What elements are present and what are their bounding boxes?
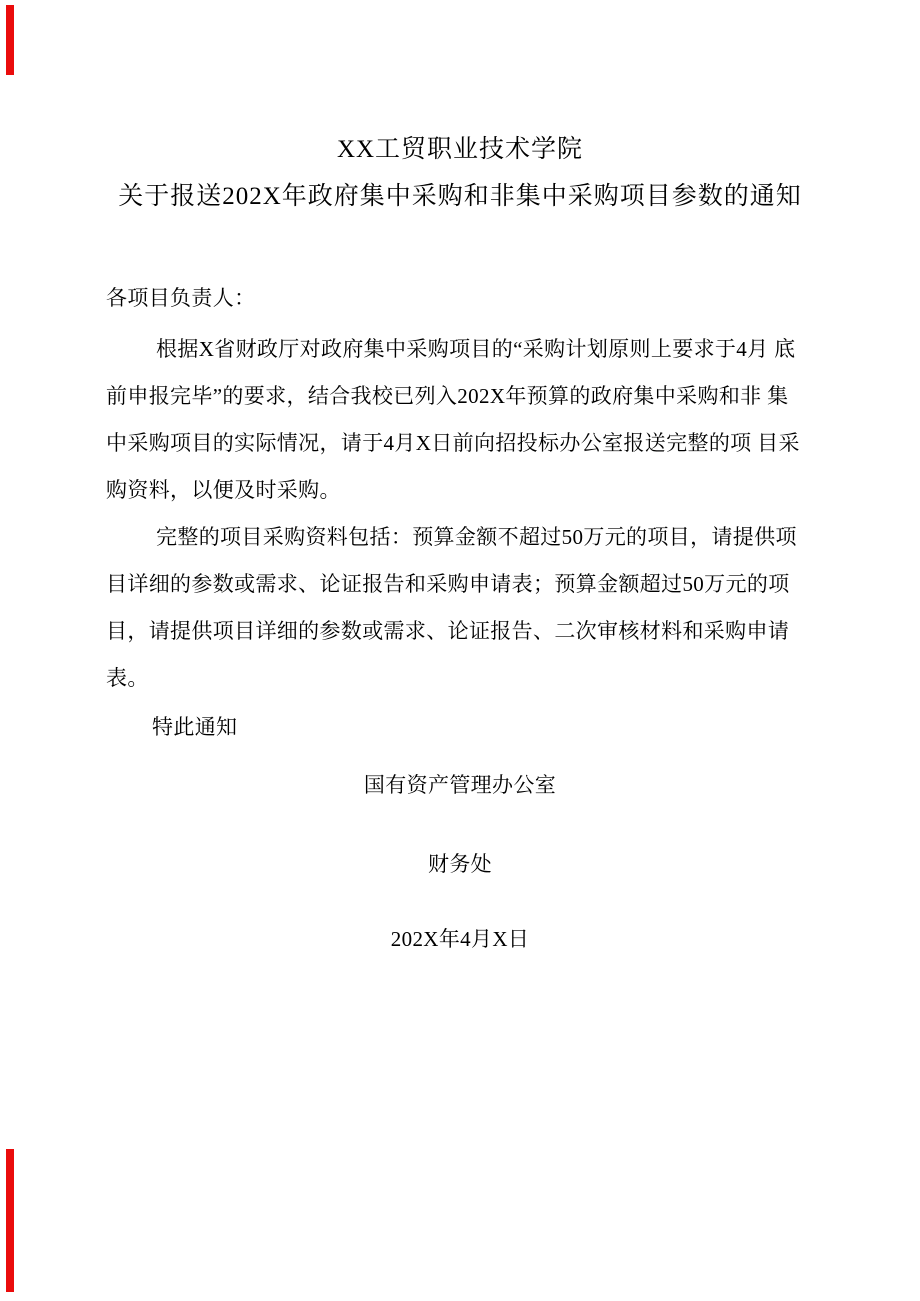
closing-line: 特此通知 [152,715,238,739]
paragraph2-line4: 表。 [106,666,149,690]
paragraph2-line3: 目，请提供项目详细的参数或需求、论证报告、二次审核材料和采购申请 [106,619,790,643]
paragraph1-line2: 前申报完毕”的要求，结合我校已列入202X年预算的政府集中采购和非 集 [106,384,789,408]
paragraph1-line4: 购资料，以便及时采购。 [106,478,341,502]
paragraph1-line3: 中采购项目的实际情况，请于4月X日前向招投标办公室报送完整的项 目采 [106,431,800,455]
salutation-line: 各项目负责人： [106,286,256,310]
signature-office-line2: 财务处 [427,852,493,876]
document-title-subject: 关于报送202X年政府集中采购和非集中采购项目参数的通知 [118,183,802,210]
paragraph2-line2: 目详细的参数或需求、论证报告和采购申请表；预算金额超过50万元的项 [106,572,790,596]
left-margin-marker-bottom [6,1149,14,1292]
signature-office-line1: 国有资产管理办公室 [363,773,557,797]
paragraph2-line1: 完整的项目采购资料包括：预算金额不超过50万元的项目，请提供项 [156,525,797,549]
paragraph1-line1: 根据X省财政厅对政府集中采购项目的“采购计划原则上要求于4月 底 [156,337,796,361]
signature-date-line: 202X年4月X日 [390,927,530,951]
document-title-org: XX工贸职业技术学院 [336,136,584,163]
left-margin-marker-top [6,5,14,75]
